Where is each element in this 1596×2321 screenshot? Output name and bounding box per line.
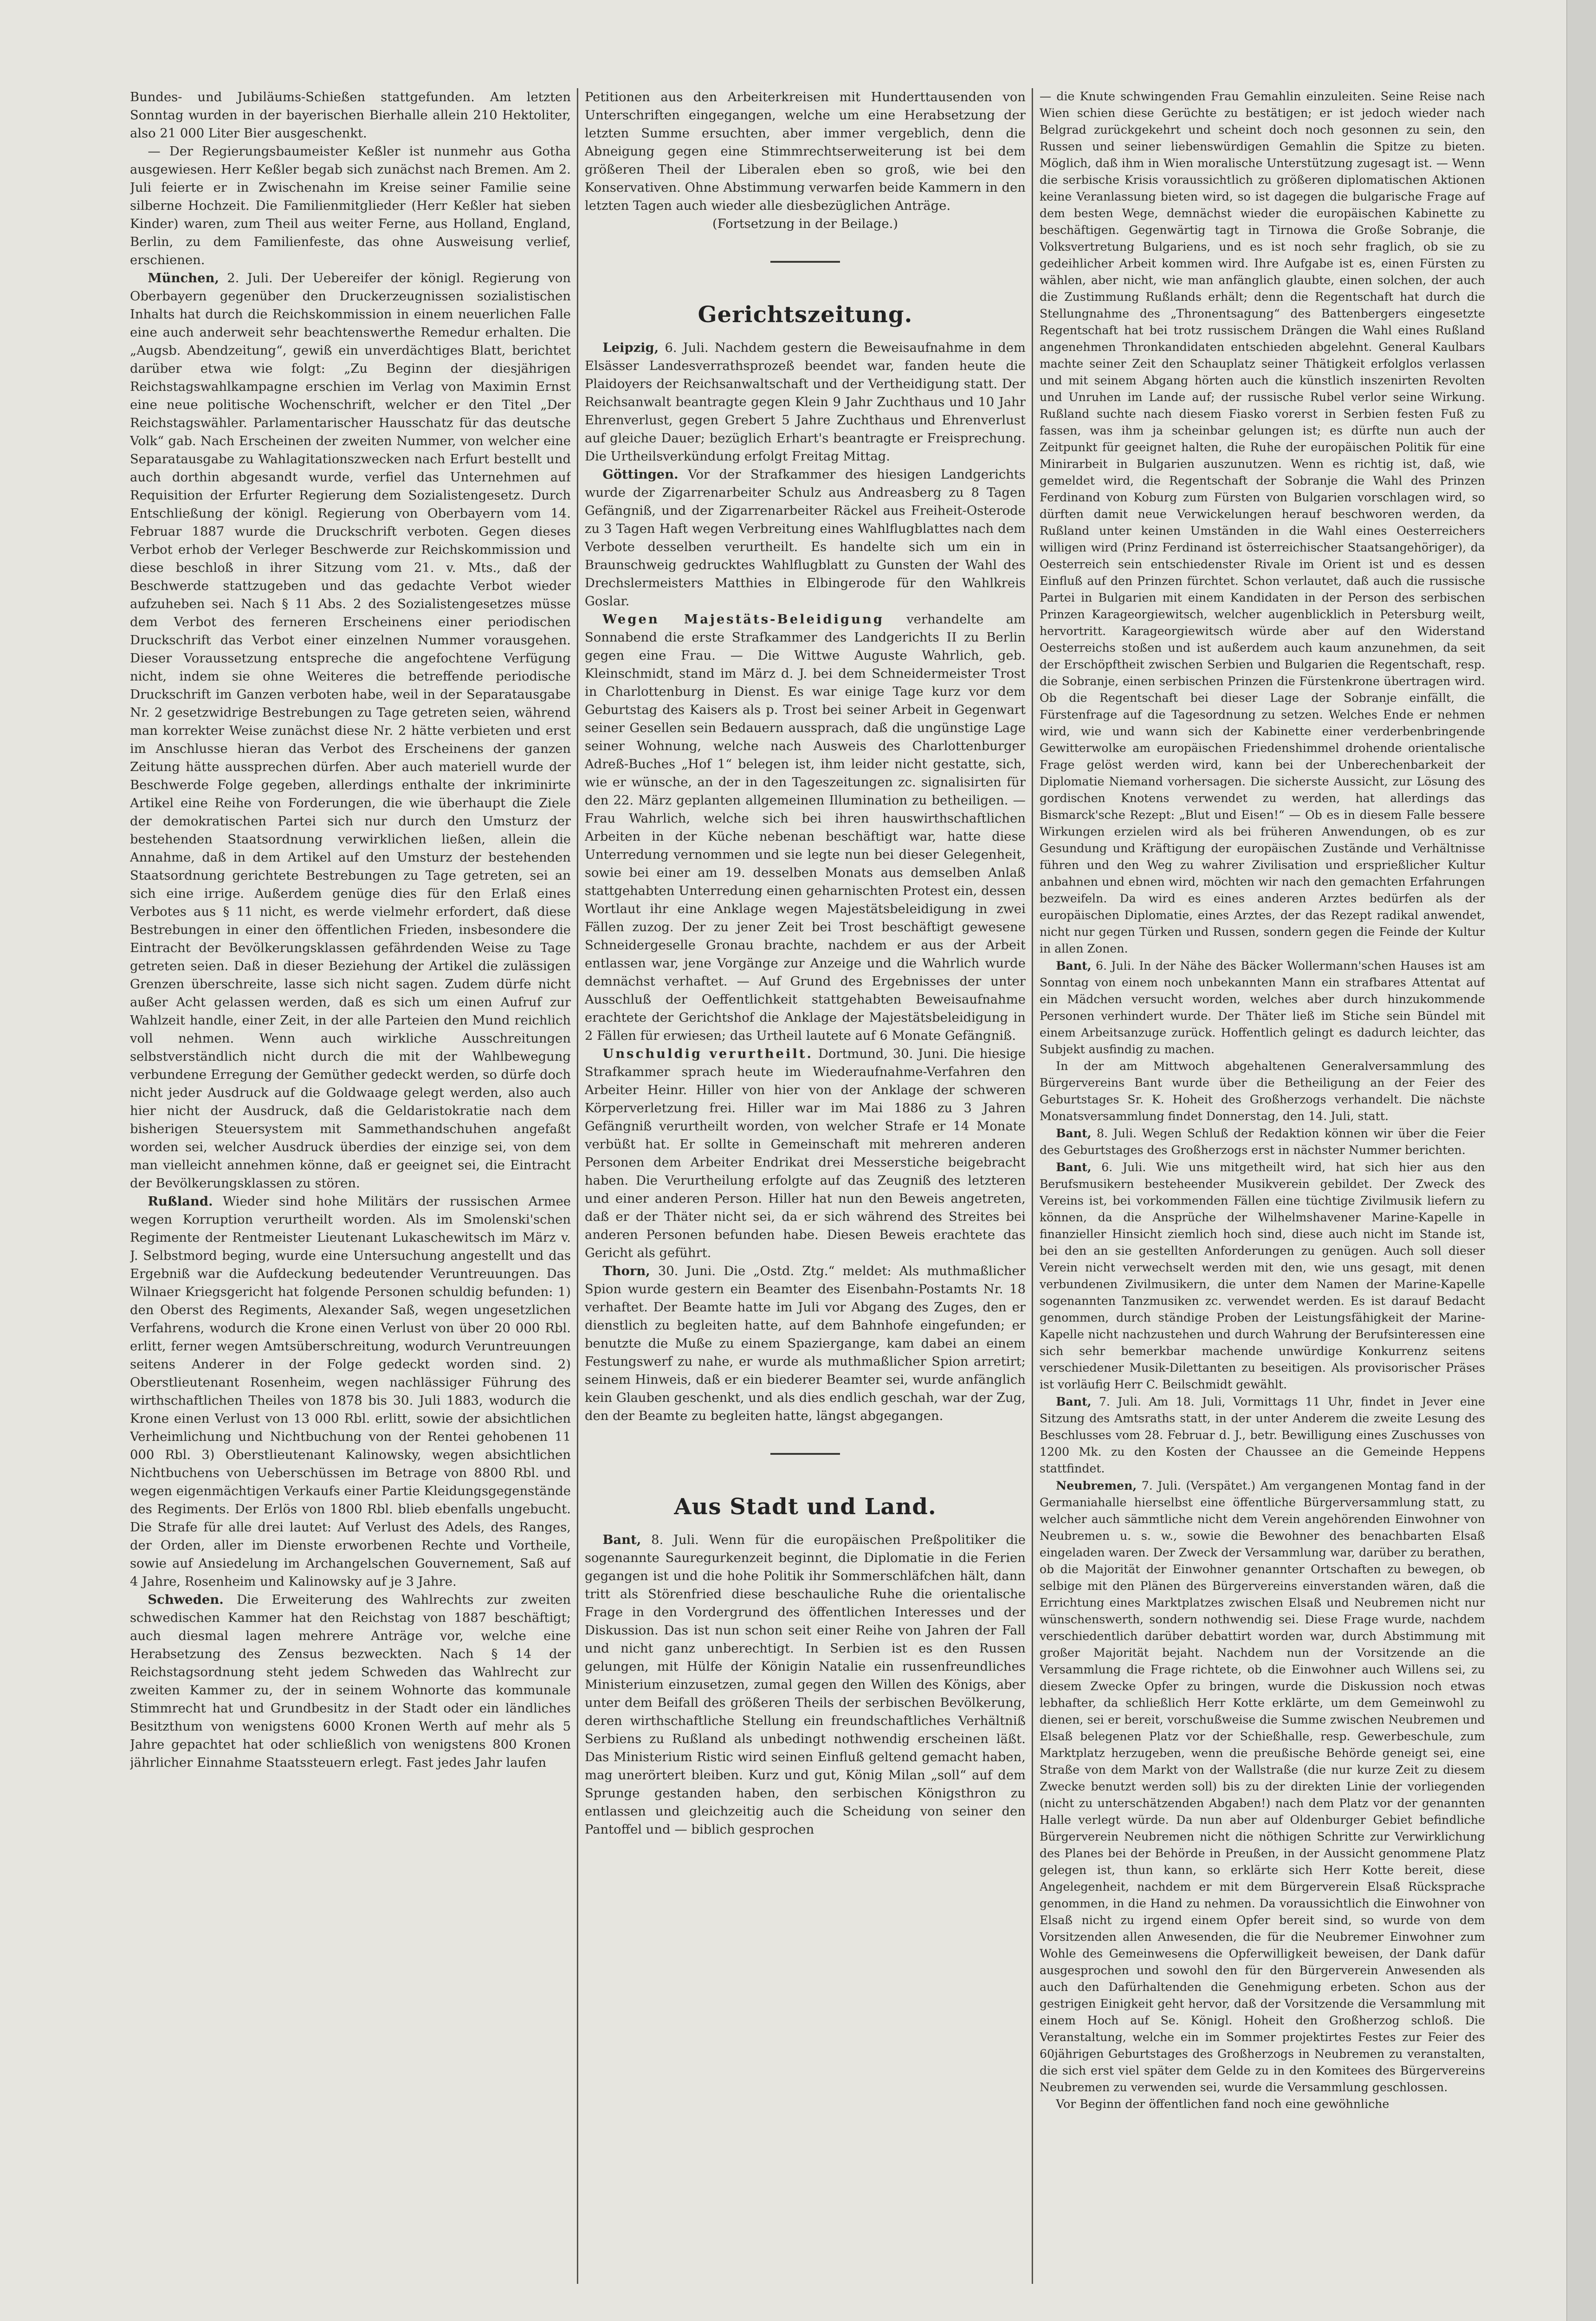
dateline: Wegen Majestäts-Beleidigung xyxy=(602,612,885,627)
article-paragraph: Göttingen. Vor der Strafkammer des hiesigen Landgerichts wurde der Zigarrenarbeiter Schulz aus Andreasberg zu 8 Tagen Gefängniß, und der Zigarrenarbeiter Räckel aus Freiheit-Osterode zu 3 Tagen Haft wegen Verbreitung eines Wahlflugblattes nach dem Verbote desselben verurtheilt. Es handelte sich um ein in Braunschweig gedrucktes Wahlflugblatt zu Gunsten der Wahl des Drechslermeisters Matthies in Elbingerode für den Wahlkreis Goslar. xyxy=(585,467,1026,609)
article-paragraph: — die Knute schwingenden Frau Gemahlin einzuleiten. Seine Reise nach Wien schien diese Gerüchte zu bestätigen; er ist jedoch wieder nach Belgrad zurückgekehrt und scheint doch noch gesonnen zu sein, den Russen und seiner liebenswürdigen Gemahlin die Spitze zu bieten. Möglich, daß ihm in Wien moralische Unterstützung zugesagt ist. — Wenn die serbische Krisis voraussichtlich zu größeren diplomatischen Aktionen keine Veranlassung bieten wird, so ist dagegen die bulgarische Frage auf dem besten Wege, demnächst wieder die europäischen Kabinette zu beschäftigen. Gegenwärtig tagt in Tirnowa die Große Sobranje, die Volksvertretung Bulgariens, und es ist noch sehr fraglich, ob sie zu gedeihlicher Arbeit kommen wird. Ihre Aufgabe ist es, einen Fürsten zu wählen, aber nicht, wie man anfänglich glaubte, einen solchen, der auch die Zustimmung Rußlands erhält; denn die Regentschaft hat durch die Stellungnahme des „Thronentsagung“ des Battenbergers eingesetzte Regentschaft hat bei trotz russischem Drängen die Wahl eines Rußland angenehmen Thronkandidaten entschieden abgelehnt. General Kaulbars machte seiner Zeit den Schauplatz seiner Thätigkeit erfolglos verlassen und mit seinem Abgang hörten auch die künstlich inszenirten Revolten und Unruhen im Lande auf; der russische Rubel verlor seine Wirkung. Rußland suchte nach diesem Fiasko vorerst in Serbien festen Fuß zu fassen, was ihm ja scheinbar gelungen ist; es dürfte nun auch der Zeitpunkt für geeignet halten, die Ruhe der europäischen Politik für eine Minirarbeit in Bulgarien auszunutzen. Wenn es richtig ist, daß, wie gemeldet wird, die Regentschaft der Sobranje die Wahl des Prinzen Ferdinand von Koburg zum Fürsten von Bulgarien vorschlagen wird, so dürften damit neue Verwickelungen herauf beschworen werden, da Rußland unter keinen Umständen in die Wahl eines Oesterreichers willigen wird (Prinz Ferdinand ist österreichischer Staatsangehöriger), da Oesterreich sein entschiedenster Rivale im Orient ist und es dessen Einfluß auf den Prinzen fürchtet. Schon verlautet, daß auch die russische Partei in Bulgarien mit einem Kandidaten in der Person des serbischen Prinzen Karageorgiewitsch, welcher augenblicklich in Petersburg weilt, hervortritt. Karageorgiewitsch würde aber auf den Widerstand Oesterreichs stoßen und ist außerdem auch kaum anzunehmen, da seit der Erschöpftheit zwischen Serbien und Bulgarien die Regentschaft, resp. die Sobranje, einen serbischen Prinzen die Fürstenkrone übertragen wird. Ob die Regentschaft bei dieser Lage der Sobranje einfällt, die Fürstenfrage auf die Tagesordnung zu setzen. Welches Ende er nehmen wird, wie und wann sich der Kabinette einer verderbenbringende Gewitterwolke am europäischen Friedenshimmel drohende orientalische Frage gelöst werden wird, kann bei der Unberechenbarkeit der Diplomatie Niemand vorhersagen. Die sicherste Aussicht, zur Lösung des gordischen Knotens verwendet zu werden, hat allerdings das Bismarck'sche Rezept: „Blut und Eisen!“ — Ob es in diesem Falle bessere Wirkungen erzielen wird als bei früheren Anwendungen, ob es zur Gesundung und Kräftigung der europäischen Zustände und Verhältnisse führen und den Weg zu wahrer Zivilisation und ersprießlicher Kultur anbahnen und ebnen wird, möchten wir nach den gemachten Erfahrungen bezweifeln. Da wird es eines anderen Arztes bedürfen als der europäischen Diplomatie, eines Arztes, der das Rezept radikal anwendet, nicht nur gegen Türken und Russen, sondern gegen die Feinde der Kultur in allen Zonen. xyxy=(1040,90,1485,955)
article-paragraph: Bant, 6. Juli. In der Nähe des Bäcker Wollermann'schen Hauses ist am Sonntag von einem noch unbekannten Mann ein strafbares Attentat auf ein Mädchen versucht worden, welches aber durch hinzukommende Personen verhindert wurde. Der Thäter ließ im Stiche sein Bündel mit einem Arbeitsanzuge zurück. Hoffentlich gelingt es dadurch leichter, das Subjekt ausfindig zu machen. xyxy=(1040,959,1485,1056)
article-paragraph: Thorn, 30. Juni. Die „Ostd. Ztg.“ meldet: Als muthmaßlicher Spion wurde gestern ein Beamter des Eisenbahn-Postamts Nr. 18 verhaftet. Der Beamte hatte im Juli vor Abgang des Zuges, den er dienstlich zu begleiten hatte, auf dem Bahnhofe eingefunden; er benutzte die Muße zu einem Spaziergange, kam dabei an einem Festungswerf zu nahe, er wurde als muthmaßlicher Spion arretirt; seinem Hinweis, daß er ein biederer Beamter sei, wurde anfänglich kein Glauben geschenkt, und als dies endlich geschah, war der Zug, den der Beamte zu begleiten hatte, längst abgegangen. xyxy=(585,1264,1026,1423)
dateline: Göttingen. xyxy=(602,467,678,482)
column-left xyxy=(130,88,571,2298)
column-right xyxy=(1040,88,1485,2298)
page-edge xyxy=(1566,0,1596,2321)
article-paragraph: Bant, 6. Juli. Wie uns mitgetheilt wird, hat sich hier aus den Berufsmusikern besteheender Musikverein gebildet. Der Zweck des Vereins ist, bei vorkommenden Fällen eine tüchtige Zivilmusik liefern zu können, da die Ansprüche der Wilhelmshavener Marine-Kapelle in finanzieller Hinsicht ziemlich hoch sind, diese auch nicht im Stande ist, bei den an sie gestellten Anforderungen zu genügen. Auch soll dieser Verein nicht verwechselt werden mit den, wie uns gesagt, mit denen verbundenen Zivilmusikern, die unter dem Namen der Marine-Kapelle sogenannten Tanzmusiken zc. verwendet werden. Es ist darauf Bedacht genommen, durch ständige Proben der Leistungsfähigkeit der Marine-Kapelle nicht nachzustehen und durch Wahrung der Berufsinteressen eine sich sehr bemerkbar machende unwürdige Konkurrenz seitens verschiedener Musik-Dilettanten zu beseitigen. Als provisorischer Präses ist vorläufig Herr C. Beilschmidt gewählt. xyxy=(1040,1160,1485,1391)
section-separator xyxy=(770,261,840,263)
dateline: Bant, xyxy=(1056,1160,1092,1174)
dateline: Thorn, xyxy=(602,1264,650,1278)
article-paragraph: In der am Mittwoch abgehaltenen Generalversammlung des Bürgervereins Bant wurde über die Betheiligung an der Feier des Geburtstages Sr. K. Hoheit des Großherzogs verhandelt. Die nächste Monatsversammlung findet Donnerstag, den 14. Juli, statt. xyxy=(1040,1059,1485,1123)
article-paragraph: Wegen Majestäts-Beleidigung verhandelte am Sonnabend die erste Strafkammer des Landgerichts II zu Berlin gegen eine Frau. — Die Wittwe Auguste Wahrlich, geb. Kleinschmidt, stand im März d. J. bei dem Schneidermeister Trost in Charlottenburg in Dienst. Es war einige Tage kurz vor dem Geburtstag des Kaisers als p. Trost bei seiner Arbeit in Gegenwart seiner Gesellen sein Bedauern aussprach, daß die ungünstige Lage seiner Wohnung, welche nach Ausweis des Charlottenburger Adreß-Buches „Hof 1“ belegen ist, ihm leider nicht gestatte, sich, wie er wünsche, an der in den Tageszeitungen zc. signalisirten für den 22. März geplanten allgemeinen Illumination zu betheiligen. — Frau Wahrlich, welche sich bei ihren hauswirthschaftlichen Arbeiten in der Küche nebenan beschäftigt war, hatte diese Unterredung vernommen und sie legte nun bei dieser Gelegenheit, sowie bei einer am 19. desselben Monats aus demselben Anlaß stattgehabten Unterredung einen geharnischten Protest ein, dessen Wortlaut ihr eine Anklage wegen Majestätsbeleidigung in zwei Fällen zuzog. Der zu jener Zeit bei Trost beschäftigt gewesene Schneidergeselle Gronau brachte, nachdem er aus der Arbeit entlassen war, jene Vorgänge zur Anzeige und die Wahrlich wurde demnächst verhaftet. — Auf Grund des Ergebnisses der unter Ausschluß der Oeffentlichkeit stattgehabten Beweisaufnahme erachtete der Gerichtshof die Anklage der Majestätsbeleidigung in 2 Fällen für erwiesen; das Urtheil lautete auf 6 Monate Gefängniß. xyxy=(585,612,1026,1043)
article-paragraph: Neubremen, 7. Juli. (Verspätet.) Am vergangenen Montag fand in der Germaniahalle hierselbst eine öffentliche Bürgerversammlung statt, zu welcher auch sämmtliche nicht dem Verein angehörenden Einwohner von Neubremen u. s. w., sowie die Bewohner des benachbarten Elsaß eingeladen waren. Der Zweck der Versammlung war, darüber zu berathen, ob die Majorität der Einwohner genannter Ortschaften zu bewegen, ob selbige mit den Plänen des Bürgervereins einverstanden wären, daß die Errichtung eines Marktplatzes zwischen Elsaß und Neubremen nicht nur wünschenswerth, sondern nothwendig sei. Diese Frage wurde, nachdem verschiedentlich darüber debattirt worden war, durch Abstimmung mit großer Majorität bejaht. Nachdem nun der Vorsitzende an die Versammlung die Frage richtete, ob die Einwohner auch Willens sei, zu diesem Zwecke Opfer zu bringen, wurde die Diskussion noch etwas lebhafter, da schließlich Herr Kotte erklärte, um dem Gemeinwohl zu dienen, sei er bereit, vorschußweise die Summe zwischen Neubremen und Elsaß belegenen Platz vor der Schießhalle, resp. Gewerbeschule, zum Marktplatz herzugeben, wenn die preußische Behörde geneigt sei, eine Straße von dem Markt von der Wallstraße (die nur kurze Zeit zu diesem Zwecke benutzt werden soll) bis zu der direkten Linie der vorliegenden (nicht zu unterschätzenden Abgaben!) nach dem Platz vor der genannten Halle verlegt würde. Da nun aber auf Oldenburger Gebiet befindliche Bürgerverein Neubremen nicht die nöthigen Schritte zur Verwirklichung des Planes bei der Behörde in Preußen, in der Aussicht genommene Platz gelegen ist, thun kann, so erklärte sich Herr Kotte bereit, diese Angelegenheit, nachdem er mit dem Bürgerverein Elsaß Rücksprache genommen, in die Hand zu nehmen. Da voraussichtlich die Einwohner von Elsaß nicht zu irgend einem Opfer bereit sind, so wurde von dem Vorsitzenden allen Anwesenden, die für die Neubremer Einwohner zum Wohle des Gemeinwesens die Opferwilligkeit beweisen, der Dank dafür ausgesprochen und sowohl den für den Bürgerverein Anwesenden als auch den Dafürhaltenden die Genehmigung erbeten. Schon aus der gestrigen Einigkeit geht hervor, daß der Vorsitzende die Versammlung mit einem Hoch auf Se. Königl. Hoheit den Großherzog schloß. Die Veranstaltung, welche ein im Sommer projektirtes Festes zur Feier des 60jährigen Geburtstages des Großherzogs in Neubremen zu veranstalten, die sich erst viel später dem Gelde zu in den Komitees des Bürgervereins Neubremen zu verwenden sei, wurde die Versammlung geschlossen. xyxy=(1040,1478,1485,2094)
column-middle xyxy=(585,88,1026,2298)
article-paragraph: Rußland. Wieder sind hohe Militärs der russischen Armee wegen Korruption verurtheilt worden. Als im Smolenski'schen Regimente der Rentmeister Lieutenant Lukaschewitsch im März v. J. Selbstmord beging, wurde eine Untersuchung angestellt und das Ergebniß war die Aufdeckung bedeutender Veruntreuungen. Das Wilnaer Kriegsgericht hat folgende Personen schuldig befunden: 1) den Oberst des Regiments, Alexander Saß, wegen ungesetzlichen Verfahrens, wodurch die Krone einen Verlust von über 20 000 Rbl. erlitt, ferner wegen Amtsüberschreitung, wodurch Veruntreuungen seitens Anderer in der Folge gedeckt worden sind. 2) Oberstlieutenant Rosenheim, wegen nachlässiger Führung des wirthschaftlichen Theiles von 1878 bis 30. Juli 1883, wodurch die Krone einen Verlust von 13 000 Rbl. erlitt, sowie der absichtlichen Verheimlichung und Nichtbuchung von der Rentei gehobenen 11 000 Rbl. 3) Oberstlieutenant Kalinowsky, wegen absichtlichen Nichtbuchens von Ueberschüssen im Betrage von 8800 Rbl. und wegen eigenmächtigen Verkaufs einer Partie Kleidungsgegenstände des Regiments. Der Erlös von 1800 Rbl. blieb ebenfalls ungebucht. Die Strafe für alle drei lautet: Auf Verlust des Adels, des Ranges, der Orden, aller im Dienste erworbenen Rechte und Vortheile, sowie auf Ansiedelung im Archangelschen Gouvernement, Saß auf 4 Jahre, Rosenheim und Kalinowsky auf je 3 Jahre. xyxy=(130,1194,571,1589)
article-paragraph: Leipzig, 6. Juli. Nachdem gestern die Beweisaufnahme in dem Elsässer Landesverrathsprozeß beendet war, fanden heute die Plaidoyers der Reichsanwaltschaft und der Vertheidigung statt. Der Reichsanwalt beantragte gegen Klein 9 Jahr Zuchthaus und 10 Jahr Ehrenverlust, gegen Grebert 5 Jahre Zuchthaus und Ehrenverlust auf gleiche Dauer; bezüglich Erhart's beantragte er Freisprechung. Die Urtheilsverkündung erfolgt Freitag Mittag. xyxy=(585,340,1026,464)
dateline: Bant, xyxy=(1056,1126,1092,1140)
column-divider xyxy=(1032,88,1033,2284)
article-paragraph: Vor Beginn der öffentlichen fand noch eine gewöhnliche xyxy=(1056,2097,1389,2111)
article-paragraph: Petitionen aus den Arbeiterkreisen mit Hunderttausenden von Unterschriften eingegangen, welche um eine Herabsetzung der letzten Summe ersuchten, aber immer vergeblich, denn die Abneigung gegen eine Stimmrechtserweiterung ist bei dem größeren Theil der Liberalen eben so groß, wie bei den Konservativen. Ohne Abstimmung verwarfen beide Kammern in den letzten Tagen auch wieder alle diesbezüglichen Anträge. xyxy=(585,90,1026,213)
dateline: Bant, xyxy=(602,1532,641,1547)
article-paragraph: Unschuldig verurtheilt. Dortmund, 30. Juni. Die hiesige Strafkammer sprach heute im Wiederaufnahme-Verfahren den Arbeiter Heinr. Hiller von hier von der Anklage der schweren Körperverletzung frei. Hiller war im Mai 1886 zu 3 Jahren Gefängniß verurtheilt worden, von welcher Strafe er 14 Monate verbüßt hat. Er sollte in Gemeinschaft mit mehreren anderen Personen dem Arbeiter Endrikat drei Messerstiche beigebracht haben. Die Verurtheilung erfolgte auf das Zeugniß des letzteren und einer anderen Person. Hiller hat nun den Beweis angetreten, daß er der Thäter nicht sei, da er sich während des Streites bei anderen Personen befunden habe. Diesen Beweis erachtete das Gericht als geführt. xyxy=(585,1046,1026,1260)
section-heading-local: Aus Stadt und Land. xyxy=(674,1494,937,1520)
dateline: Leipzig, xyxy=(602,340,659,355)
article-paragraph: Schweden. Die Erweiterung des Wahlrechts zur zweiten schwedischen Kammer hat den Reichstag von 1887 beschäftigt; auch diesmal lagen mehrere Anträge vor, welche eine Herabsetzung des Zensus bezweckten. Nach § 14 der Reichstagsordnung steht jedem Schweden das Wahlrecht zur zweiten Kammer zu, der in seinem Wohnorte das kommunale Stimmrecht hat und Grundbesitz in der Stadt oder ein ländliches Besitzthum von wenigstens 6000 Kronen Werth auf mehr als 5 Jahre gepachtet hat oder schließlich von wenigstens 800 Kronen jährlicher Einnahme Staatssteuern erlegt. Fast jedes Jahr laufen xyxy=(130,1592,571,1770)
dateline: Neubremen, xyxy=(1056,1478,1137,1492)
article-paragraph: München, 2. Juli. Der Uebereifer der königl. Regierung von Oberbayern gegenüber den Druckerzeugnissen sozialistischen Inhalts hat durch die Reichskommission in einem neuerlichen Falle eine auch anderweit sehr beachtenswerthe Remedur erhalten. Die „Augsb. Abendzeitung“, gewiß ein unverdächtiges Blatt, berichtet darüber etwa wie folgt: „Zu Beginn der diesjährigen Reichstagswahlkampagne erschien im Verlag von Maximin Ernst eine neue politische Wochenschrift, welcher er den Titel „Der Reichstagswähler. Parlamentarischer Hausschatz für das deutsche Volk“ gab. Nach Erscheinen der zweiten Nummer, von welcher eine Separatausgabe zu Wahlagitationszwecken nach Erfurt bestellt und auch dorthin abgesandt wurde, verfiel das Unternehmen auf Requisition der Erfurter Regierung dem Sozialistengesetz. Durch Entschließung der königl. Regierung von Oberbayern vom 14. Februar 1887 wurde die Druckschrift verboten. Gegen dieses Verbot erhob der Verleger Beschwerde zur Reichskommission und diese beschloß in ihrer Sitzung vom 21. v. Mts., daß der Beschwerde stattzugeben und das gedachte Verbot wieder aufzuheben sei. Nach § 11 Abs. 2 des Sozialistengesetzes müsse dem Verbot des ferneren Erscheinens einer periodischen Druckschrift das Verbot einer einzelnen Nummer vorausgehen. Dieser Voraussetzung entspreche die angefochtene Verfügung nicht, indem sie ohne Weiteres die betreffende periodische Druckschrift im Ganzen verboten habe, weil in der Separatausgabe Nr. 2 gesetzwidrige Bestrebungen zu Tage getreten seien, während man korrekter Weise zunächst diese Nr. 2 hätte verbieten und erst im Anschlusse hieran das Verbot des Erscheinens der ganzen Zeitung hätte aussprechen dürfen. Aber auch materiell wurde der Beschwerde Folge gegeben, allerdings enthalte der inkriminirte Artikel eine Reihe von Forderungen, die wie überhaupt die Ziele der demokratischen Partei sich nur durch den Umsturz der bestehenden Staatsordnung verwirklichen ließen, allein die Annahme, daß in dem Artikel auf den Umsturz der bestehenden Staatsordnung gerichtete Bestrebungen zu Tage getreten, sei an sich eine irrige. Außerdem genüge dies für den Erlaß eines Verbotes aus § 11 nicht, es werde vielmehr erfordert, daß diese Bestrebungen in einer den öffentlichen Frieden, insbesondere die Eintracht der Bevölkerungsklassen gefährdenden Weise zu Tage getreten seien. Daß in dieser Beziehung der Artikel die zulässigen Grenzen überschreite, lasse sich nicht sagen. Zudem dürfe nicht außer Acht gelassen werden, daß es sich um einen Aufruf zur Wahlzeit handle, einer Zeit, in der alle Parteien den Mund reichlich voll nehmen. Wenn auch wirkliche Ausschreitungen selbstverständlich nicht durch die mit der Wahlbewegung verbundene Erregung der Gemüther gedeckt werden, so dürfe doch nicht jeder Ausdruck auf die Goldwaage gelegt werden, also auch hier nicht der Ausdruck, daß die Geldaristokratie nach dem bisherigen Steuersystem mit Sammethandschuhen angefaßt worden sei, welcher Ausdruck überdies der einzige sei, von dem man vielleicht annehmen könne, daß er geeignet sei, die Eintracht der Bevölkerungsklassen zu stören. xyxy=(130,271,571,1191)
dateline: Rußland. xyxy=(148,1194,213,1209)
continuation-note: (Fortsetzung in der Beilage.) xyxy=(712,217,898,231)
article-paragraph: Bant, 8. Juli. Wenn für die europäischen Preßpolitiker die sogenannte Sauregurkenzeit beginnt, die Diplomatie in die Ferien gegangen ist und die hohe Politik ihr Sommerschläfchen hält, dann tritt als Störenfried diese beschauliche Ruhe die orientalische Frage in den Vordergrund des öffentlichen Interesses und der Diskussion. Das ist nun schon seit einer Reihe von Jahren der Fall und nicht ganz unberechtigt. In Serbien ist es den Russen gelungen, mit Hülfe der Königin Natalie ein russenfreundliches Ministerium einzusetzen, zumal gegen den Willen des Königs, aber unter dem Beifall des größeren Theils der serbischen Bevölkerung, deren wirthschaftliche Stellung ein freundschaftliches Verhältniß Serbiens zu Rußland als unbedingt nothwendig erscheinen läßt. Das Ministerium Ristic wird seinen Einfluß geltend gemacht haben, mag unerörtert bleiben. Kurz und gut, König Milan „soll“ auf dem Sprunge gestanden haben, den serbischen Königsthron zu entlassen und gleichzeitig auch die Scheidung von seiner den Pantoffel und — biblich gesprochen xyxy=(585,1532,1026,1837)
dateline: Unschuldig verurtheilt. xyxy=(602,1046,814,1061)
article-paragraph: Bundes- und Jubiläums-Schießen stattgefunden. Am letzten Sonntag wurden in der bayerischen Bierhalle allein 210 Hektoliter, also 21 000 Liter Bier ausgeschenkt. xyxy=(130,90,571,141)
article-paragraph: Bant, 8. Juli. Wegen Schluß der Redaktion können wir über die Feier des Geburtstages des Großherzogs erst in nächster Nummer berichten. xyxy=(1040,1126,1485,1157)
dateline: Schweden. xyxy=(148,1592,224,1607)
column-divider xyxy=(577,88,578,2284)
article-paragraph: Bant, 7. Juli. Am 18. Juli, Vormittags 11 Uhr, findet in Jever eine Sitzung des Amtsraths statt, in der unter Anderem die zweite Lesung des Beschlusses vom 28. Februar d. J., betr. Bewilligung eines Zuschusses von 1200 Mk. zu den Kosten der Chaussee an die Gemeinde Heppens stattfindet. xyxy=(1040,1394,1485,1475)
section-separator xyxy=(770,1453,840,1455)
dateline: Bant, xyxy=(1056,1394,1092,1408)
section-heading-court: Gerichtszeitung. xyxy=(698,302,913,328)
article-paragraph: — Der Regierungsbaumeister Keßler ist nunmehr aus Gotha ausgewiesen. Herr Keßler begab sich zunächst nach Bremen. Am 2. Juli feierte er in Zwischenahn im Kreise seiner Familie seine silberne Hochzeit. Die Familienmitglieder (Herr Keßler hat sieben Kinder) waren, zum Theil aus weiter Ferne, aus Holland, England, Berlin, zu dem Familienfeste, das ohne Ausweisung verlief, erschienen. xyxy=(130,144,571,267)
dateline: München, xyxy=(148,271,219,285)
dateline: Bant, xyxy=(1056,959,1092,972)
